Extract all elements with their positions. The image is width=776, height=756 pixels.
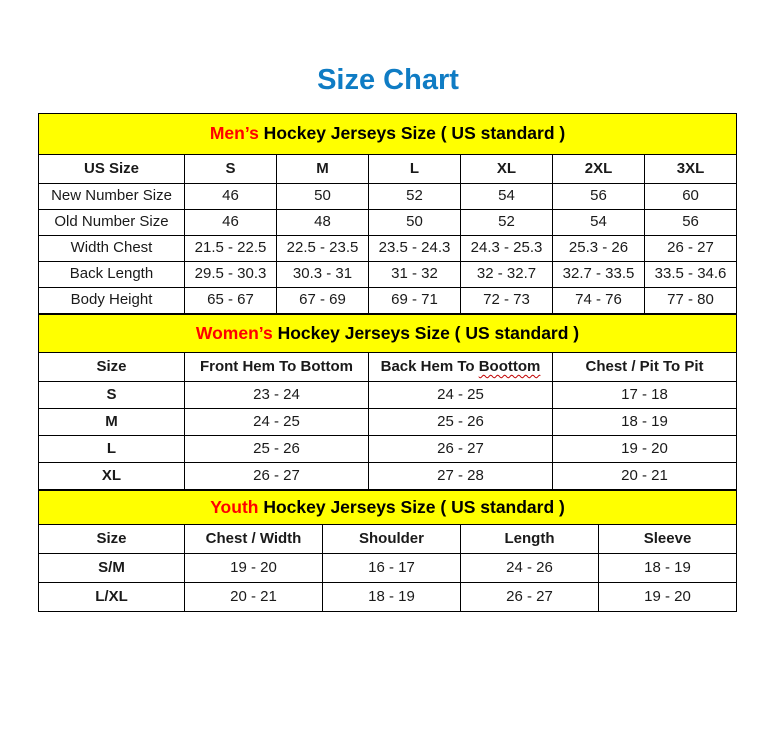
column-header: Chest / Pit To Pit [553, 353, 737, 382]
value-cell: 46 [185, 210, 277, 236]
column-header: 2XL [553, 155, 645, 184]
value-cell: 30.3 - 31 [277, 262, 369, 288]
table-row [39, 288, 737, 314]
column-header: 3XL [645, 155, 737, 184]
value-cell: 23.5 - 24.3 [369, 236, 461, 262]
value-cell: 25.3 - 26 [553, 236, 645, 262]
mens-column-header-row [39, 155, 737, 184]
page-title: Size Chart [317, 64, 459, 96]
misspelled-word: Boottom [478, 357, 541, 375]
value-cell: 20 - 21 [553, 463, 737, 490]
womens-size-table [38, 314, 737, 490]
row-label: L/XL [39, 583, 185, 612]
column-header: S [185, 155, 277, 184]
row-label: Width Chest [39, 236, 185, 262]
size-chart [38, 113, 736, 612]
youth-size-table [38, 490, 737, 612]
value-cell: 19 - 20 [599, 583, 737, 612]
value-cell: 54 [461, 184, 553, 210]
column-header: Sleeve [599, 525, 737, 554]
youth-section-banner [39, 491, 737, 525]
value-cell: 56 [553, 184, 645, 210]
table-row [39, 236, 737, 262]
value-cell: 18 - 19 [553, 409, 737, 436]
table-row [39, 262, 737, 288]
column-header: US Size [39, 155, 185, 184]
value-cell: 26 - 27 [645, 236, 737, 262]
value-cell: 23 - 24 [185, 382, 369, 409]
value-cell: 26 - 27 [369, 436, 553, 463]
value-cell: 48 [277, 210, 369, 236]
value-cell: 32.7 - 33.5 [553, 262, 645, 288]
table-row [39, 463, 737, 490]
banner-highlight-text: Youth [210, 496, 259, 517]
value-cell: 67 - 69 [277, 288, 369, 314]
table-row [39, 436, 737, 463]
value-cell: 77 - 80 [645, 288, 737, 314]
value-cell: 16 - 17 [323, 554, 461, 583]
value-cell: 72 - 73 [461, 288, 553, 314]
value-cell: 20 - 21 [185, 583, 323, 612]
value-cell: 17 - 18 [553, 382, 737, 409]
column-header: Length [461, 525, 599, 554]
row-label: S/M [39, 554, 185, 583]
row-label: L [39, 436, 185, 463]
banner-rest-text: Hockey Jerseys Size ( US standard ) [258, 496, 565, 517]
section-banner-cell [39, 491, 737, 525]
value-cell: 33.5 - 34.6 [645, 262, 737, 288]
value-cell: 52 [461, 210, 553, 236]
value-cell: 27 - 28 [369, 463, 553, 490]
value-cell: 21.5 - 22.5 [185, 236, 277, 262]
table-row [39, 184, 737, 210]
column-header: M [277, 155, 369, 184]
womens-column-header-row [39, 353, 737, 382]
value-cell: 25 - 26 [369, 409, 553, 436]
row-label: Back Length [39, 262, 185, 288]
column-header: Shoulder [323, 525, 461, 554]
row-label: New Number Size [39, 184, 185, 210]
value-cell: 18 - 19 [323, 583, 461, 612]
row-label: XL [39, 463, 185, 490]
row-label: M [39, 409, 185, 436]
value-cell: 26 - 27 [461, 583, 599, 612]
table-row [39, 583, 737, 612]
banner-highlight-text: Women’s [195, 322, 273, 343]
womens-section-banner [39, 315, 737, 353]
column-header: L [369, 155, 461, 184]
value-cell: 18 - 19 [599, 554, 737, 583]
value-cell: 24.3 - 25.3 [461, 236, 553, 262]
value-cell: 19 - 20 [185, 554, 323, 583]
mens-size-table [38, 113, 737, 314]
banner-highlight-text: Men’s [209, 123, 259, 144]
value-cell: 50 [277, 184, 369, 210]
value-cell: 24 - 26 [461, 554, 599, 583]
row-label: Body Height [39, 288, 185, 314]
value-cell: 56 [645, 210, 737, 236]
value-cell: 69 - 71 [369, 288, 461, 314]
mens-section-banner [39, 114, 737, 155]
banner-rest-text: Hockey Jerseys Size ( US standard ) [258, 123, 566, 144]
value-cell: 26 - 27 [185, 463, 369, 490]
banner-rest-text: Hockey Jerseys Size ( US standard ) [272, 322, 580, 343]
value-cell: 32 - 32.7 [461, 262, 553, 288]
value-cell: 54 [553, 210, 645, 236]
row-label: S [39, 382, 185, 409]
value-cell: 19 - 20 [553, 436, 737, 463]
section-banner-cell [39, 315, 737, 353]
table-row [39, 554, 737, 583]
table-row [39, 210, 737, 236]
column-header: Size [39, 525, 185, 554]
row-label: Old Number Size [39, 210, 185, 236]
value-cell: 65 - 67 [185, 288, 277, 314]
value-cell: 24 - 25 [185, 409, 369, 436]
value-cell: 46 [185, 184, 277, 210]
column-header: Front Hem To Bottom [185, 353, 369, 382]
table-row [39, 382, 737, 409]
value-cell: 29.5 - 30.3 [185, 262, 277, 288]
value-cell: 74 - 76 [553, 288, 645, 314]
column-header: XL [461, 155, 553, 184]
value-cell: 52 [369, 184, 461, 210]
section-banner-cell [39, 114, 737, 155]
value-cell: 50 [369, 210, 461, 236]
value-cell: 60 [645, 184, 737, 210]
column-header [369, 353, 553, 382]
value-cell: 22.5 - 23.5 [277, 236, 369, 262]
value-cell: 25 - 26 [185, 436, 369, 463]
table-row [39, 409, 737, 436]
value-cell: 31 - 32 [369, 262, 461, 288]
youth-column-header-row [39, 525, 737, 554]
value-cell: 24 - 25 [369, 382, 553, 409]
column-header-text: Back Hem To [380, 357, 479, 375]
column-header: Chest / Width [185, 525, 323, 554]
column-header: Size [39, 353, 185, 382]
